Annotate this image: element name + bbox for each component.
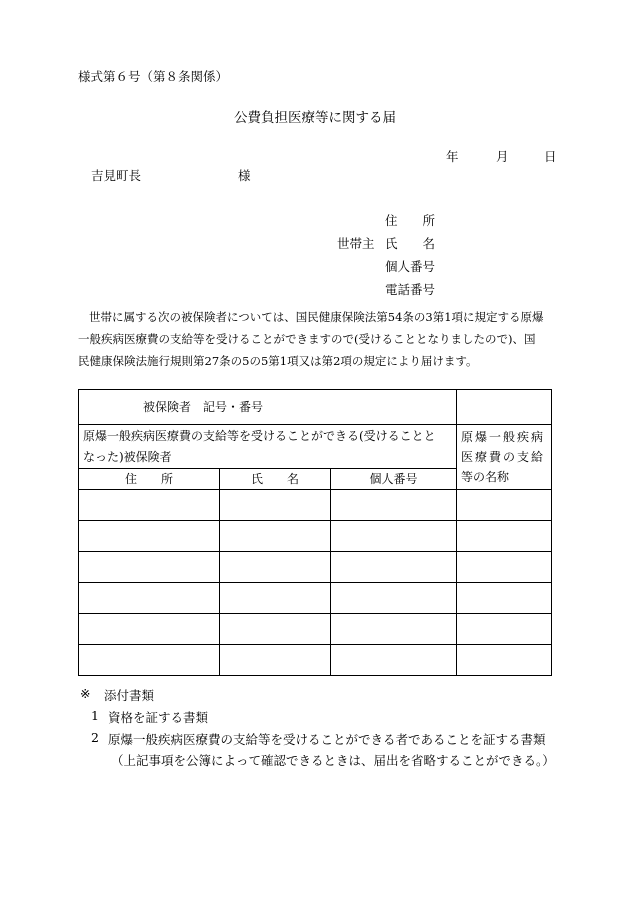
personal-number-cell[interactable] [331,552,457,583]
benefit-name-header-cell [457,425,552,490]
benefit-name-cell[interactable] [457,614,552,645]
personal-number-cell[interactable] [331,583,457,614]
name-cell[interactable] [220,490,331,521]
date-month-label: 月 [496,149,509,164]
name-cell[interactable] [220,521,331,552]
insured-number-label-cell [79,390,457,425]
addressee-honorific: 様 [238,168,251,183]
body-text-line-1: 世帯に属する次の被保険者については、国民健康保険法第54条の3第1項に規定する原爆 [89,310,544,324]
personal-number-cell[interactable] [331,645,457,676]
attachment-2-number: 2 [91,730,99,745]
column-header-personal-number: 個人番号 [331,469,457,490]
attachment-2-text: 原爆一般疾病医療費の支給等を受けることができる者であることを証する書類 [108,732,546,747]
benefit-header-line-2: 医療費の支給 [461,450,546,464]
attachment-1-number: 1 [91,708,99,723]
eligible-header-cell [79,425,457,469]
address-label: 住 所 [385,213,436,228]
body-text-line-2: 一般疾病医療費の支給等を受けることができますので(受けることとなりましたので)、国 [78,332,536,346]
benefit-name-cell[interactable] [457,645,552,676]
insured-number-label: 被保険者 記号・番号 [143,400,264,414]
address-cell[interactable] [79,490,220,521]
benefit-name-cell[interactable] [457,490,552,521]
column-header-address: 住 所 [79,469,220,490]
table-row [79,583,552,614]
benefit-name-cell[interactable] [457,521,552,552]
date-day-label: 日 [544,149,557,164]
eligible-header-line-2: なった)被保険者 [83,449,172,464]
address-cell[interactable] [79,521,220,552]
name-cell[interactable] [220,645,331,676]
attachment-1-text: 資格を証する書類 [108,710,209,725]
date-year-label: 年 [446,149,459,164]
name-cell[interactable] [220,583,331,614]
householder-label: 世帯主 [337,236,375,251]
table-row [79,552,552,583]
address-cell[interactable] [79,583,220,614]
address-cell[interactable] [79,614,220,645]
insured-persons-table [78,389,552,676]
table-row [79,645,552,676]
table-row [79,490,552,521]
table-row [79,614,552,645]
address-cell[interactable] [79,552,220,583]
personal-number-cell[interactable] [331,490,457,521]
benefit-name-cell[interactable] [457,583,552,614]
eligible-header-line-1: 原爆一般疾病医療費の支給等を受けることができる(受けることと [83,428,436,443]
personal-number-cell[interactable] [331,521,457,552]
name-label: 氏 名 [385,236,436,251]
document-title: 公費負担医療等に関する届 [234,110,396,126]
column-header-name: 氏 名 [220,469,331,490]
personal-number-cell[interactable] [331,614,457,645]
attachments-heading: 添付書類 [104,688,155,703]
form-number: 様式第６号（第８条関係） [78,69,229,84]
attachments-note: （上記事項を公簿によって確認できるときは、届出を省略することができる。） [111,753,555,768]
table-row [79,521,552,552]
benefit-header-line-3: 等の名称 [461,470,510,484]
name-cell[interactable] [220,552,331,583]
benefit-name-cell[interactable] [457,552,552,583]
personal-number-label: 個人番号 [385,259,436,274]
insured-number-value[interactable] [331,390,552,425]
benefit-header-line-1: 原爆一般疾病 [461,430,546,444]
attachments-mark: ※ [80,686,91,701]
addressee-name: 吉見町長 [91,168,142,183]
name-cell[interactable] [220,614,331,645]
body-text-line-3: 民健康保険法施行規則第27条の5の5第1項又は第2項の規定により届けます。 [78,354,478,368]
address-cell[interactable] [79,645,220,676]
phone-label: 電話番号 [385,282,436,297]
